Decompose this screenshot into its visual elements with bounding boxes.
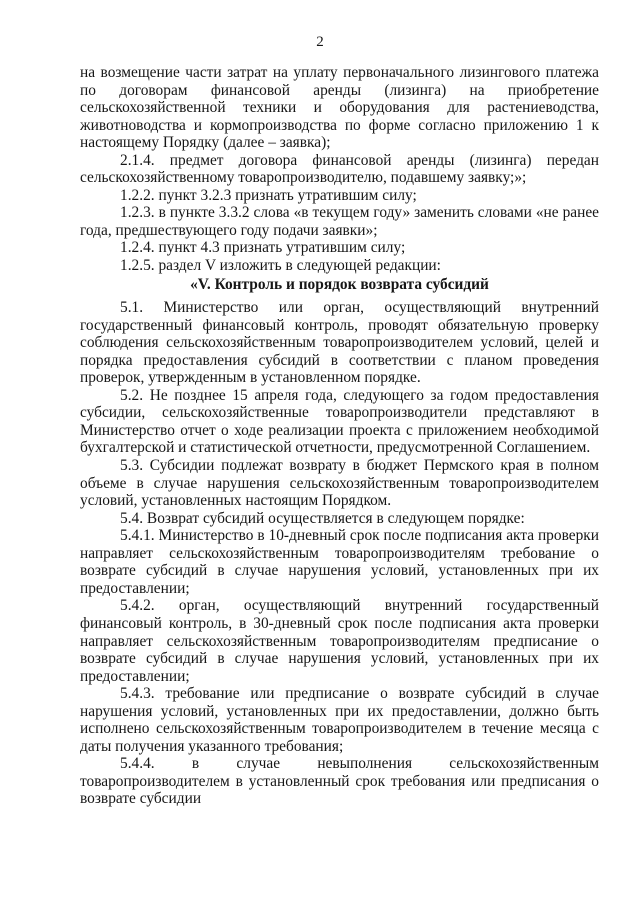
paragraph-1-2-4: 1.2.4. пункт 4.3 признать утратившим силу; [120, 239, 406, 257]
paragraph-1-2-2: 1.2.2. пункт 3.2.3 признать утратившим силу; [120, 186, 417, 204]
paragraph-5-4-1: 5.4.1. Министерство в 10-дневный срок после подписания акта проверки направляет сельскохозяйственным товаропроизводителям требование о возврате субсидий в случае нарушения условий, установленных при их предоставлении; [80, 527, 599, 597]
paragraph-2-1-4: 2.1.4. предмет договора финансовой аренды (лизинга) передан сельскохозяйственному товаропроизводителю, подавшему заявку;»; [80, 151, 599, 187]
paragraph-5-3: 5.3. Субсидии подлежат возврату в бюджет Пермского края в полном объеме в случае нарушения сельскохозяйственным товаропроизводителем условий, установленных настоящим Порядком. [80, 457, 599, 510]
paragraph-5-2: 5.2. Не позднее 15 апреля года, следующего за годом предоставления субсидии, сельскохозяйственные товаропроизводители представляют в Министерство отчет о ходе реализации проекта с приложением необходимой бухгалтерской и статистической отчетности, предусмотренной Соглашением. [80, 386, 599, 457]
paragraph-5-4-3: 5.4.3. требование или предписание о возврате субсидий в случае нарушения условий, установленных при их предоставлении, должно быть исполнено сельскохозяйственным товаропроизводителем в течение месяца с даты получения указанного требования; [80, 685, 599, 755]
paragraph-5-4-2: 5.4.2. орган, осуществляющий внутренний государственный финансовый контроль, в 30-дневный срок после подписания акта проверки направляет сельскохозяйственным товаропроизводителям предписание о возврате субсидий в случае нарушения условий, установленных при их предоставлении; [80, 597, 599, 685]
page-number: 2 [316, 34, 324, 50]
paragraph-5-4: 5.4. Возврат субсидий осуществляется в следующем порядке: [120, 509, 525, 527]
paragraph-continuation: на возмещение части затрат на уплату первоначального лизингового платежа по договорам финансовой аренды (лизинга) на приобретение сельскохозяйственной техники и оборудования для растениеводства, животноводства и кормопроизводства по форме согласно приложению 1 к настоящему Порядку (далее – заявка); [80, 64, 599, 152]
paragraph-5-1: 5.1. Министерство или орган, осуществляющий внутренний государственный финансовый контроль, проводят обязательную проверку соблюдения сельскохозяйственным товаропроизводителем условий, целей и порядка предоставления субсидий в соответствии с планом проведения проверок, утвержденным в установленном порядке. [80, 299, 599, 387]
paragraph-5-4-4: 5.4.4. в случае невыполнения сельскохозяйственным товаропроизводителем в установленный срок требования или предписания о возврате субсидии [80, 755, 599, 808]
paragraph-1-2-5: 1.2.5. раздел V изложить в следующей редакции: [120, 257, 441, 275]
section-heading: «V. Контроль и порядок возврата субсидий [190, 275, 489, 293]
document-body [80, 64, 599, 808]
paragraph-1-2-3: 1.2.3. в пункте 3.3.2 слова «в текущем году» заменить словами «не ранее года, предшествующего году подачи заявки»; [80, 204, 599, 239]
